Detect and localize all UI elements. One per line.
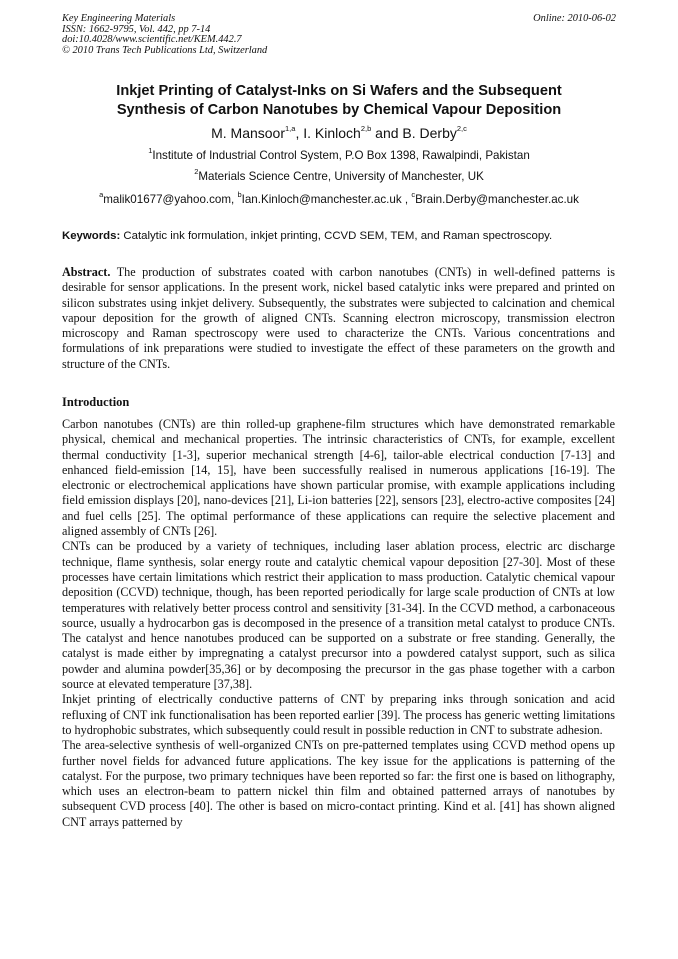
abstract (62, 265, 615, 372)
author-list (62, 124, 616, 142)
keywords (62, 229, 622, 243)
author-2: I. Kinloch (303, 125, 361, 141)
introduction-body (62, 417, 615, 830)
abstract-label: Abstract. (62, 265, 111, 279)
intro-paragraph-4: The area-selective synthesis of well-organized CNTs on pre-patterned templates using CCVD method opens up further novel fields for advanced future applications. The key issue for the applications is patterning of the catalyst. For the purpose, two primary techniques have been reported so far: the first one is based on lithography, which uses an electron-beam to pattern nickel thin film and obtained patterned arrays of nanotubes by subsequent CVD process [40]. The other is based on micro-contact printing. Kind et al. [41] has shown aligned CNT arrays patterned by (62, 738, 615, 829)
author-1: M. Mansoor (211, 125, 286, 141)
keywords-label: Keywords: (62, 230, 121, 242)
affiliation-1-text: Institute of Industrial Control System, P.O Box 1398, Rawalpindi, Pakistan (152, 149, 530, 162)
journal-header (62, 14, 616, 56)
keywords-text: Catalytic ink formulation, inkjet printing, CCVD SEM, TEM, and Raman spectroscopy. (120, 230, 553, 242)
doi-line: doi:10.4028/www.scientific.net/KEM.442.7 (62, 34, 242, 46)
email-c-sup: c (411, 190, 416, 200)
email-b[interactable]: Ian.Kinloch@manchester.ac.uk , (241, 193, 412, 206)
journal-name: Key Engineering Materials (62, 13, 176, 24)
issn-line: ISSN: 1662-9795, Vol. 442, pp 7-14 (62, 23, 211, 35)
section-heading-introduction: Introduction (62, 395, 130, 409)
email-a[interactable]: malik01677@yahoo.com, (103, 193, 238, 206)
email-c[interactable]: Brain.Derby@manchester.ac.uk (415, 193, 579, 206)
abstract-text: The production of substrates coated with carbon nanotubes (CNTs) in well-defined patterns is desirable for sensor applications. In the present work, nickel based catalytic inks were prepared and printed on silicon substrates using inkjet delivery. Subsequently, the substrates were subjected to calcination and chemical vapour deposition for the growth of aligned CNTs. Scanning electron microscopy, transmission electron microscopy and Raman spectroscopy were used to characterize the CNTs. Various concentrations and formulations of ink preparations were studied to investigate the effect of these parameters on the growth and structure of the CNTs. (62, 265, 615, 371)
affiliation-2 (62, 167, 616, 184)
intro-paragraph-2: CNTs can be produced by a variety of techniques, including laser ablation process, electric arc discharge technique, flame synthesis, solar energy route and catalytic chemical vapour deposition [27-30]. Most of these processes have certain limitations which restrict their application to mass production. Catalytic chemical vapour deposition (CCVD) technique, though, has been reported periodically for large scale production of CNTs at low temperatures with relatively better process control and sensitivity [31-34]. In the CCVD method, a carbonaceous source, usually a hydrocarbon gas is decomposed in the presence of a transition metal catalyst to produce CNTs. The catalyst and hence nanotubes produced can be supported on a substrate or free standing. Generally, the catalyst is made either by impregnating a catalyst precursor into a powdered catalyst support, such as silica powder and alumina powder[35,36] or by decomposing the precursor in the gas phase together with a carbon source at elevated temperature [37,38]. (62, 539, 615, 692)
email-b-sup: b (237, 190, 242, 200)
email-a-sup: a (99, 190, 104, 200)
author-separator: , (295, 125, 304, 141)
title-line-1: Inkjet Printing of Catalyst-Inks on Si Wafers and the Subsequent (116, 83, 562, 99)
paper-title (62, 82, 616, 120)
affiliation-2-sup: 2 (194, 167, 199, 177)
affiliation-1-sup: 1 (148, 146, 153, 156)
intro-paragraph-1: Carbon nanotubes (CNTs) are thin rolled-up graphene-film structures which have demonstrated remarkable physical, chemical and mechanical properties. The intrinsic characteristics of CNTs, for example, excellent thermal conductivity [1-3], superior mechanical strength [4-6], tailor-able electrical conduction [7-13] and enhanced field-emission [14, 15], have been successfully realised in numerous applications [16-19]. The electronic or electrochemical applications have shown particular promise, with example applications including field emission displays [20], nano-devices [21], Li-ion batteries [22], sensors [23], electro-active composites [24] and fuel cells [25]. The optimal performance of these applications can require the selective placement and aligned assembly of CNTs [26]. (62, 417, 615, 539)
intro-paragraph-3: Inkjet printing of electrically conductive patterns of CNT by preparing inks through sonication and acid refluxing of CNT ink functionalisation has been reported earlier [39]. The process has generic wetting limitations to hydrophobic substrates, which subsequently could result in possible reduction in CNT to substrate adhesion. (62, 692, 615, 737)
author-3: B. Derby (402, 125, 457, 141)
email-line (62, 190, 616, 207)
author-2-sup: 2,b (360, 124, 372, 134)
title-line-2: Synthesis of Carbon Nanotubes by Chemical Vapour Deposition (116, 102, 562, 118)
author-3-sup: 2,c (456, 124, 467, 134)
online-date: Online: 2010-06-02 (533, 13, 616, 24)
author-separator: and (371, 125, 403, 141)
author-1-sup: 1,a (285, 124, 296, 134)
copyright-line: © 2010 Trans Tech Publications Ltd, Switzerland (62, 44, 268, 56)
affiliation-1 (62, 146, 616, 163)
affiliation-2-text: Materials Science Centre, University of Manchester, UK (198, 170, 484, 183)
